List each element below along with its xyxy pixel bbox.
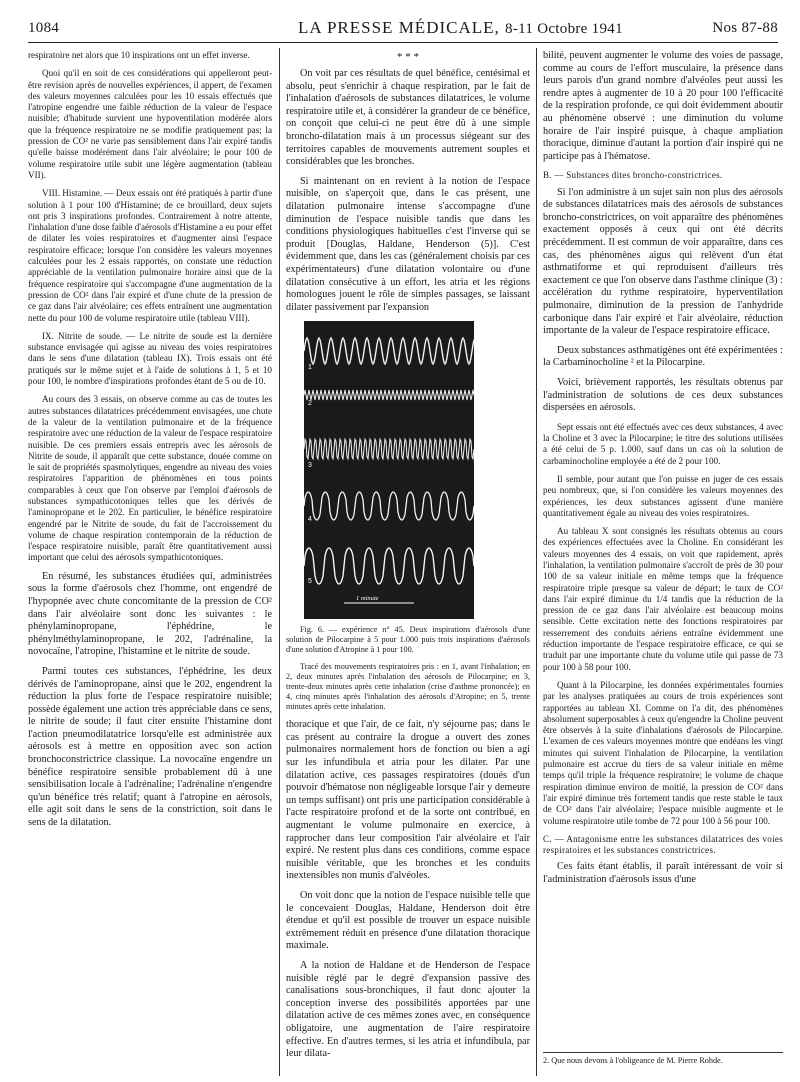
trace-label: 5: [308, 578, 312, 586]
paragraph: Quoi qu'il en soit de ces considérations qui appelleront peut-être revision après de nouvelles expériences, il appert, de l'examen des valeurs moyennes calculées pour les 10 essais effectués que l'atropine engendre une faible réduction de la valeur de l'espace nuisible; d'habitude survient une hypoventilation modérée alors que la fréquence respiratoire ne se modifie pratiquement pas; la pression de CO² ne varie pas sensiblement dans l'air expiré tandis qu'elle baisse modérément dans l'air alvéolaire; le pour 100 de volume respiratoire utile subit une légère augmentation (tableau VII).: [28, 68, 272, 180]
figure-caption: Fig. 6. — expérience n° 45. Deux inspirations d'aérosols d'une solution de Pilocarpine à 5 pour 1.000 puis trois inspirations d'aérosols d'une solution d'Atropine à 1 pour 100.: [286, 625, 530, 655]
issue-date: 8-11 Octobre 1941: [505, 21, 623, 37]
paragraph-histamine: VIII. Histamine. — Deux essais ont été pratiqués à partir d'une solution à 1 pour 100 d'Histamine; de ce brouillard, deux sujets ont pris 3 inspirations profondes. Contrairement à notre attente, l'inhalation d'une dose faible d'aérosols d'Histamine a eu pour effet de dilater les voies respiratoires et d'augmenter ainsi l'espace respiratoire efficace; lorsque l'on considère les valeurs moyennes calculées pour les 2 essais rapportés, on constate une réduction appréciable de la ventilation pulmonaire horaire ainsi que de la fréquence respiratoire qui s'accompagne d'une augmentation de la pression de CO² dans l'air expiré et d'une chute de la pression de ce gaz dans l'air alvéolaire; ces effets entraînent une augmentation nette du pour 100 de volume respiratoire utile (tableau VIII).: [28, 188, 272, 323]
paragraph-nitrite: IX. Nitrite de soude. — Le nitrite de soude est la dernière substance envisagée qui agisse au niveau des voies respiratoires dans le sens d'une dilatation (tableau IX). Trois essais ont été pratiqués sur le même sujet et à l'aide de solutions à 1, 5 et 10 pour 100, le nombre d'inspirations profondes étant de 5 ou de 10.: [28, 330, 272, 387]
trace-4: [304, 492, 474, 523]
paragraph: Ces faits étant établis, il paraît intéressant de voir si l'administration d'aérosols issus d'une: [543, 861, 783, 886]
paragraph: Parmi toutes ces substances, l'éphédrine, les deux dérivés de l'aminopropane, ainsi que le 202, engendrent la réduction la plus forte de l'espace respiratoire nuisible; possède également une action très appréciable dans ce sens, le nitrite de soude; il faut citer ensuite l'histamine dont l'action pneumodilatatrice lorsqu'elle est administrée aux aérosols est à mettre en opposition avec son action bronchoconstrictrice classique. La novocaïne engendre un bénéfice respiratoire sensible probablement dû à une sensibilisation locale à l'adrénaline; l'adrénaline n'engendre qu'un bénéfice très relatif; quant à l'atropine en aérosols, elle agit soit dans le sens de la constriction, soit dans le sens de la dilatation.: [28, 665, 272, 829]
paragraph: Au tableau X sont consignés les résultats obtenus au cours des expériences effectuées avec la Choline. En considérant les valeurs moyennes des 4 essais, on voit que rapidement, après l'inhalation, la ventilation pulmonaire s'accroît de près de 30 pour 100 de sa valeur initiale en même temps que la fréquence respiratoire triple presque sa valeur de départ; le taux de CO² dans l'air expiré diminue du 1/4 tandis que la réduction de la pression de ce gaz dans l'air alvéolaire est beaucoup moins sensible. Cette excitation nette des fonctions respiratoires par resserrement des conduits aériens entraîne évidemment une réduction importante de l'espace respiratoire efficace, ce qui se traduit par une importante chute du volume utile qui passe de 73 pour 100 à 58 pour 100.: [543, 526, 783, 672]
page-number: 1084: [28, 20, 60, 36]
column-3: [543, 50, 783, 894]
page-header: [28, 16, 778, 44]
paragraph: Si maintenant on en revient à la notion de l'espace nuisible, on s'aperçoit que, dans le cas présent, une dilatation pulmonaire intense s'accompagne d'une diminution de l'espace nuisible tandis que dans les conditions physiologiques habituelles c'est l'inverse qui se produit [Douglas, Haldane, Henderson (5)]. C'est évidemment que, dans les cas (généralement choisis par ces expérimentateurs) d'une dilatation volontaire ou d'une dilatation consécutive à un effort, les atria et les régions homologues jouent le rôle de simples passages, se laissant dilater passivement par l'expansion: [286, 175, 530, 313]
paragraph: Il semble, pour autant que l'on puisse en juger de ces essais peu nombreux, que, si l'on considère les valeurs moyennes des expériences, les deux substances agissent d'une manière quantitativement égale au niveau des voies respiratoires.: [543, 473, 783, 518]
section-heading-c: C. — Antagonisme entre les substances dilatatrices des voies respiratoires et les substances constrictrices.: [543, 833, 783, 856]
trace-label: 2: [308, 400, 312, 408]
paragraph: Si l'on administre à un sujet sain non plus des aérosols de substances dilatatrices mais des aérosols de substances broncho-constrictrices, on voit apparaître des phénomènes exactement opposés à ceux qui ont été décrits précédemment. Il est commun de voir apparaître, dans ces cas, des phénomènes aigus qui relèvent d'un état asthmatiforme et qui reproduisent d'ailleurs très exactement ce que l'on observe dans l'asthme clinique (3) : accélération du rythme respiratoire, hyperventilation pulmonaire, diminution de la pression de l'anhydride carbonique dans l'air expiré et l'air alvéolaire, réduction importante de la valeur de l'espace respiratoire efficace.: [543, 186, 783, 337]
paragraph: On voit par ces résultats de quel bénéfice, centésimal et absolu, peut s'enrichir à chaque respiration, par le fait de l'inhalation d'aérosols de substances dilatatrices, le volume respiratoire utile et, à considérer la grandeur de ce bénéfice, on conçoit que celui-ci ne peut être dû à une simple broncho-dilatation mais à un processus siégeant sur des territoires capables de mouvements autrement souples et considérables que les bronches.: [286, 68, 530, 168]
column-1: [28, 50, 272, 837]
trace-label: 3: [308, 462, 312, 470]
paragraph: bilité, peuvent augmenter le volume des voies de passage, comme au cours de l'effort musculaire, la présence dans leurs parois d'un grand nombre d'alvéoles peut aussi les rendre aptes à augmenter de 10 à 20 pour 100 l'efficacité de la respiration profonde, ce qui doit évidemment aboutir au phénomène observé : une diminution du volume horaire de l'air inspiré puisque, à chaque ampliation thoracique, diminue d'autant la portion d'air inspiré qui ne participe pas à l'hématose.: [543, 50, 783, 162]
trace-label: 4: [308, 516, 312, 524]
footnote: 2. Que nous devons à l'obligeance de M. Pierre Rohde.: [543, 1052, 783, 1066]
trace-3: [304, 439, 474, 469]
journal-title: [298, 18, 623, 38]
column-2: [286, 50, 530, 1068]
section-separator: * * *: [397, 51, 419, 63]
figure-respiratory-traces: [304, 321, 474, 619]
paragraph-summary: En résumé, les substances étudiées qui, administrées sous la forme d'aérosols chez l'homme, ont engendré de l'hypopnée avec chute concomitante de la pression de CO² dans l'air alvéolaire sont donc les suivantes : le phénylaminopropane, l'éphédrine, le phénylméthylaminopropane, le 202, l'adrénaline, la novocaïne, l'atropine, l'histamine et le nitrite de soude.: [28, 570, 272, 658]
column-divider: [279, 48, 280, 1076]
header-rule: [28, 42, 778, 43]
section-heading-b: B. — Substances dites broncho-constrictrices.: [543, 170, 723, 181]
trace-2: [304, 390, 474, 407]
paragraph: Deux substances asthmatigènes ont été expérimentées : la Carbaminocholine ² et la Pilocarpine.: [543, 344, 783, 369]
paragraph: Sept essais ont été effectués avec ces deux substances, 4 avec la Choline et 3 avec la Pilocarpine; le titre des solutions utilisées a été celui de 5 p. 1.000, sauf dans un cas où la solution de carbaminocholine employée a été de 2 pour 100.: [543, 421, 783, 466]
paragraph: Voici, brièvement rapportés, les résultats obtenus par l'administration de solutions de ces deux substances dispersées en aérosols.: [543, 376, 783, 414]
trace-5: [304, 548, 474, 585]
journal-name: LA PRESSE MÉDICALE,: [298, 18, 500, 37]
trace-label: 1: [308, 364, 312, 372]
paragraph: A la notion de Haldane et de Henderson de l'espace nuisible réglé par le degré d'expansion passive des canalisations sous-bronchiques, il faut donc ajouter la conception inverse des possibilités apportées par une dilatation active de ces mêmes zones avec, en conséquence obligatoire, une augmentation de l'aire respiratoire effective. En d'autres termes, si les atria et infundibula, par leur dilata-: [286, 959, 530, 1060]
paragraph: thoracique et que l'air, de ce fait, n'y séjourne pas; dans le cas présent au contraire la drogue a ouvert des zones pulmonaires normalement hors de fonction ou bien a agi sur les infundibula et atria pour les dilater. Par une dilatation active, ces passages respiratoires (doués d'un pouvoir d'hématose non négligeable lorsque l'air y demeure un temps suffisant) ont pris une participation considérable à l'acte respiratoire profond et de la sorte ont contribué, en augmentant le volume pulmonaire en exercice, à rapprocher dans leur composition l'air alvéolaire et l'air expiré. Ne restent plus dans ces conditions, comme espace nuisible véritable, que les bronches et les conduits inextensibles non munis d'alvéoles.: [286, 719, 530, 882]
trace-svg: [304, 321, 474, 619]
paragraph: Au cours des 3 essais, on observe comme au cas de toutes les autres substances dilatatrices précédemment envisagées, une chute de la valeur de la ventilation pulmonaire et de la fréquence respiratoire avec une réduction de la valeur de l'espace respiratoire nuisible. De ces premiers essais entrepris avec les aérosols de Nitrite de soude, il apparaît que cette substance, douée comme on le sait de propriétés spasmolytiques, engendre au niveau des voies respiratoires l'apparition de phénomènes en tous points comparables à ceux que l'on observe par l'emploi d'aérosols de substances sympathicotoniques telles que les dérivés de l'aminopropane et le 202. En particulier, le bénéfice respiratoire engendré par le Nitrite de soude, du fait de l'accroissement du volume de chaque respiration contemporain de la réduction de l'espace respiratoire nuisible, paraît être quantitativement aussi important que celui des aérosols sympathicotoniques.: [28, 394, 272, 563]
trace-1: [304, 338, 474, 371]
time-scale-label: 1 minute: [356, 595, 379, 603]
issue-number: Nos 87-88: [712, 20, 778, 36]
paragraph: respiratoire net alors que 10 inspirations ont un effet inverse.: [28, 50, 250, 60]
paragraph: Quant à la Pilocarpine, les données expérimentales fournies par les analyses pratiquées au cours de trois expériences sont rapportées au tableau XI. Comme on l'a dit, des phénomènes absolument superposables à ceux qu'engendre la Choline peuvent être observés à la suite d'inhalations d'aérosols de Pilocarpine. L'examen de ces valeurs moyennes montre que endéans les vingt minutes qui suivent l'inhalation de Pilocarpine, la ventilation pulmonaire est accrue du tiers de sa valeur initiale en même temps qu'il triple la fréquence respiratoire; le volume de chaque respiration diminue environ de moitié, la pression de CO² dans l'air expiré diminue très fortement tandis que reste stable le taux de CO² dans l'air alvéolaire; l'espace nuisible augmente et le volume respiratoire utile tombe de 72 pour 100 à 56 pour 100.: [543, 679, 783, 826]
paragraph: On voit donc que la notion de l'espace nuisible telle que le concevaient Douglas, Haldane, Henderson doit être étendue et qu'il est possible de trouver un espace nuisible extrêmement réduit en présence d'une dilatation thoracique maximale.: [286, 890, 530, 952]
column-divider: [536, 48, 537, 1076]
figure-caption-detail: Tracé des mouvements respiratoires pris : en 1, avant l'inhalation; en 2, deux minutes après l'inhalation des aérosols de Pilocarpine; en 3, trente-deux minutes après cette inhalation (crise d'asthme prononcée); en 4, cinq minutes après l'inhalation des aérosols d'Atropine; en 5, trente minutes après cette inhalation.: [286, 662, 530, 712]
